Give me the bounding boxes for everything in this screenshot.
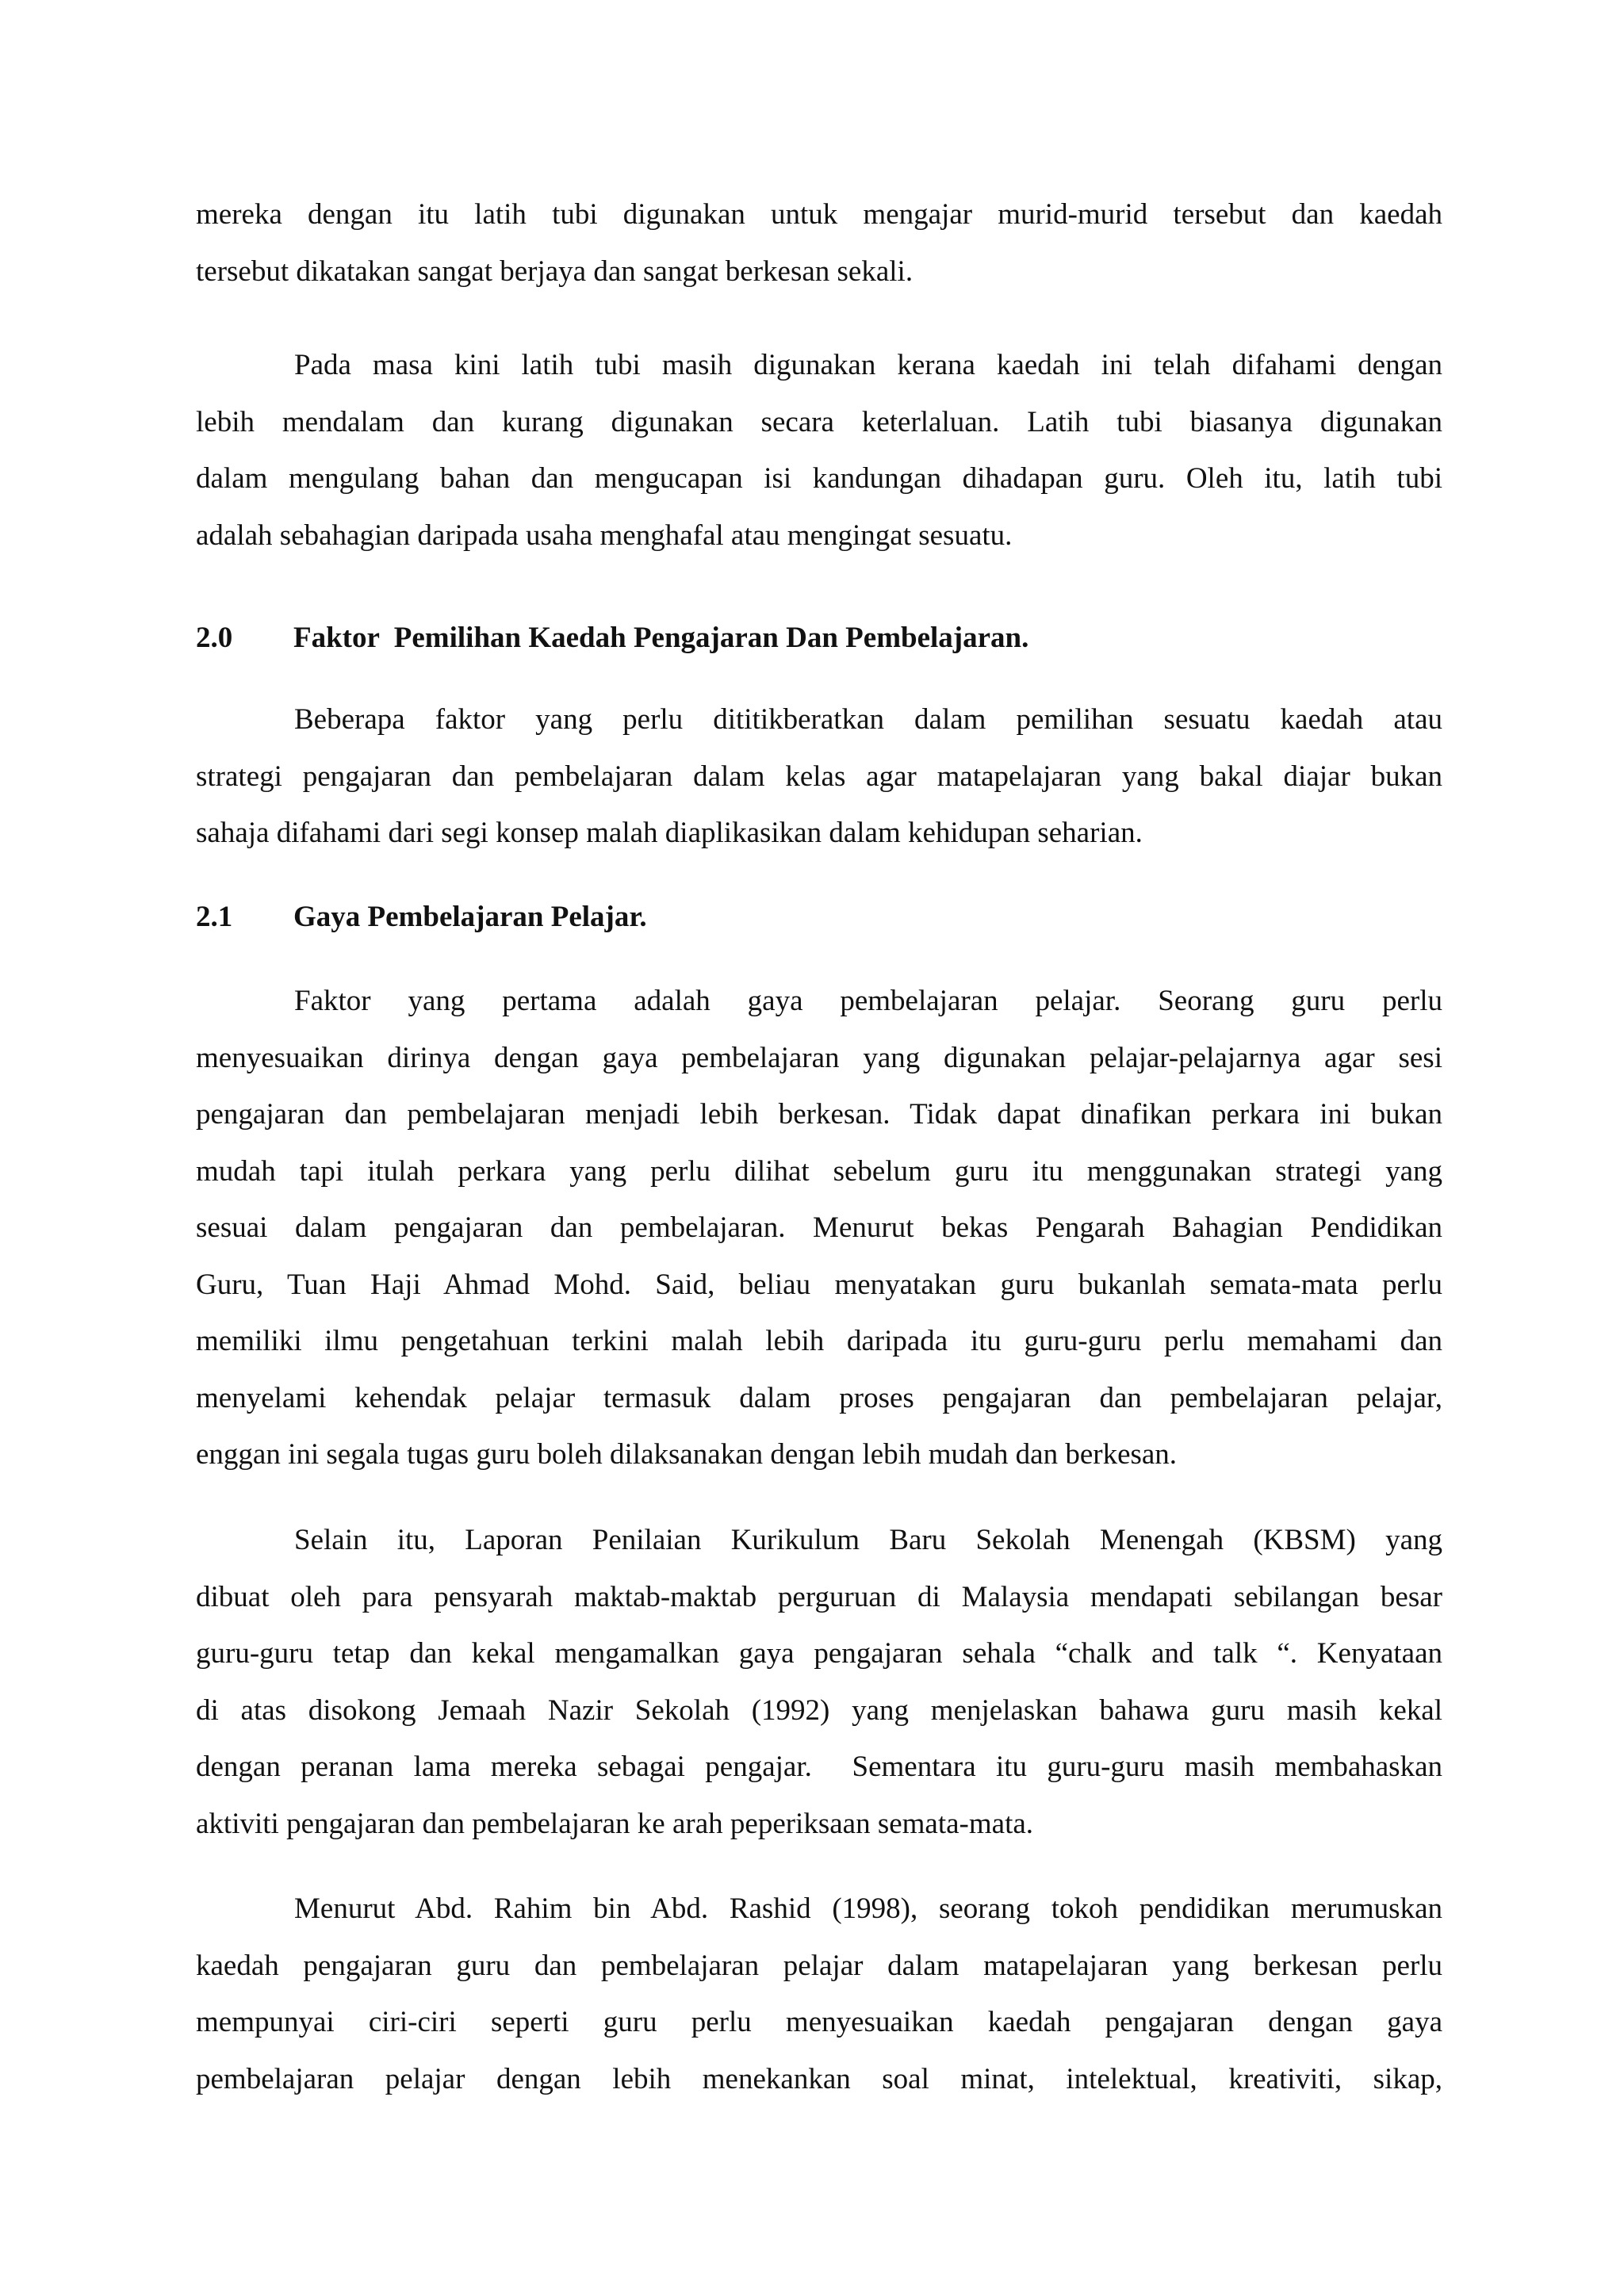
text-line: pembelajaran pelajar dengan lebih menekankan soal minat, intelektual, kreativiti, sikap, [196,2062,1442,2095]
paragraph-5 [196,1512,1442,1852]
paragraph-3 [196,691,1442,862]
text-line: enggan ini segala tugas guru boleh dilaksanakan dengan lebih mudah dan berkesan. [196,1438,1178,1471]
text-line: Selain itu, Laporan Penilaian Kurikulum Baru Sekolah Menengah (KBSM) yang [294,1524,1442,1556]
paragraph-4 [196,973,1442,1483]
text-line: sahaja difahami dari segi konsep malah diaplikasikan dalam kehidupan seharian. [196,817,1143,849]
section-number: 2.1 [196,901,233,933]
section-title: Gaya Pembelajaran Pelajar. [293,901,647,933]
text-line: menyesuaikan dirinya dengan gaya pembelajaran yang digunakan pelajar-pelajarnya agar sesi [196,1041,1442,1074]
paragraph-1 [196,186,1442,300]
section-heading-2-0 [196,610,1442,667]
text-line: aktiviti pengajaran dan pembelajaran ke arah peperiksaan semata-mata. [196,1807,1034,1840]
text-line: Beberapa faktor yang perlu dititikberatkan dalam pemilihan sesuatu kaedah atau [294,703,1442,736]
text-line: lebih mendalam dan kurang digunakan secara keterlaluan. Latih tubi biasanya digunakan [196,405,1442,438]
paragraph-6 [196,1881,1442,2107]
text-line: pengajaran dan pembelajaran menjadi lebih berkesan. Tidak dapat dinafikan perkara ini bukan [196,1098,1442,1131]
text-line: Pada masa kini latih tubi masih digunakan kerana kaedah ini telah difahami dengan [294,349,1442,381]
section-number: 2.0 [196,622,233,654]
section-title: Faktor Pemilihan Kaedah Pengajaran Dan Pembelajaran. [293,622,1029,654]
paragraph-2 [196,337,1442,564]
section-heading-2-1 [196,889,1442,946]
text-line: mereka dengan itu latih tubi digunakan untuk mengajar murid-murid tersebut dan kaedah [196,198,1442,231]
text-line: kaedah pengajaran guru dan pembelajaran pelajar dalam matapelajaran yang berkesan perlu [196,1949,1442,1982]
text-line: Menurut Abd. Rahim bin Abd. Rashid (1998), seorang tokoh pendidikan merumuskan [294,1892,1442,1925]
text-line: sesuai dalam pengajaran dan pembelajaran. Menurut bekas Pengarah Bahagian Pendidikan [196,1211,1442,1244]
text-line: dibuat oleh para pensyarah maktab-maktab perguruan di Malaysia mendapati sebilangan besar [196,1580,1442,1613]
text-line: strategi pengajaran dan pembelajaran dalam kelas agar matapelajaran yang bakal diajar bukan [196,760,1442,793]
text-line: mudah tapi itulah perkara yang perlu dilihat sebelum guru itu menggunakan strategi yang [196,1154,1442,1188]
text-line: memiliki ilmu pengetahuan terkini malah lebih daripada itu guru-guru perlu memahami dan [196,1325,1442,1357]
text-line: Faktor yang pertama adalah gaya pembelajaran pelajar. Seorang guru perlu [294,985,1442,1017]
text-line: adalah sebahagian daripada usaha menghafal atau mengingat sesuatu. [196,519,1013,552]
text-line: mempunyai ciri-ciri seperti guru perlu menyesuaikan kaedah pengajaran dengan gaya [196,2006,1442,2038]
text-line: dalam mengulang bahan dan mengucapan isi kandungan dihadapan guru. Oleh itu, latih tubi [196,462,1442,495]
text-line: menyelami kehendak pelajar termasuk dalam proses pengajaran dan pembelajaran pelajar, [196,1381,1442,1414]
text-line: di atas disokong Jemaah Nazir Sekolah (1992) yang menjelaskan bahawa guru masih kekal [196,1693,1442,1727]
text-line: Guru, Tuan Haji Ahmad Mohd. Said, beliau menyatakan guru bukanlah semata-mata perlu [196,1268,1442,1301]
text-line: dengan peranan lama mereka sebagai pengajar. Sementara itu guru-guru masih membahaskan [196,1751,1442,1783]
text-line: guru-guru tetap dan kekal mengamalkan gaya pengajaran sehala “chalk and talk “. Kenyataan [196,1637,1442,1670]
text-line: tersebut dikatakan sangat berjaya dan sangat berkesan sekali. [196,254,914,288]
